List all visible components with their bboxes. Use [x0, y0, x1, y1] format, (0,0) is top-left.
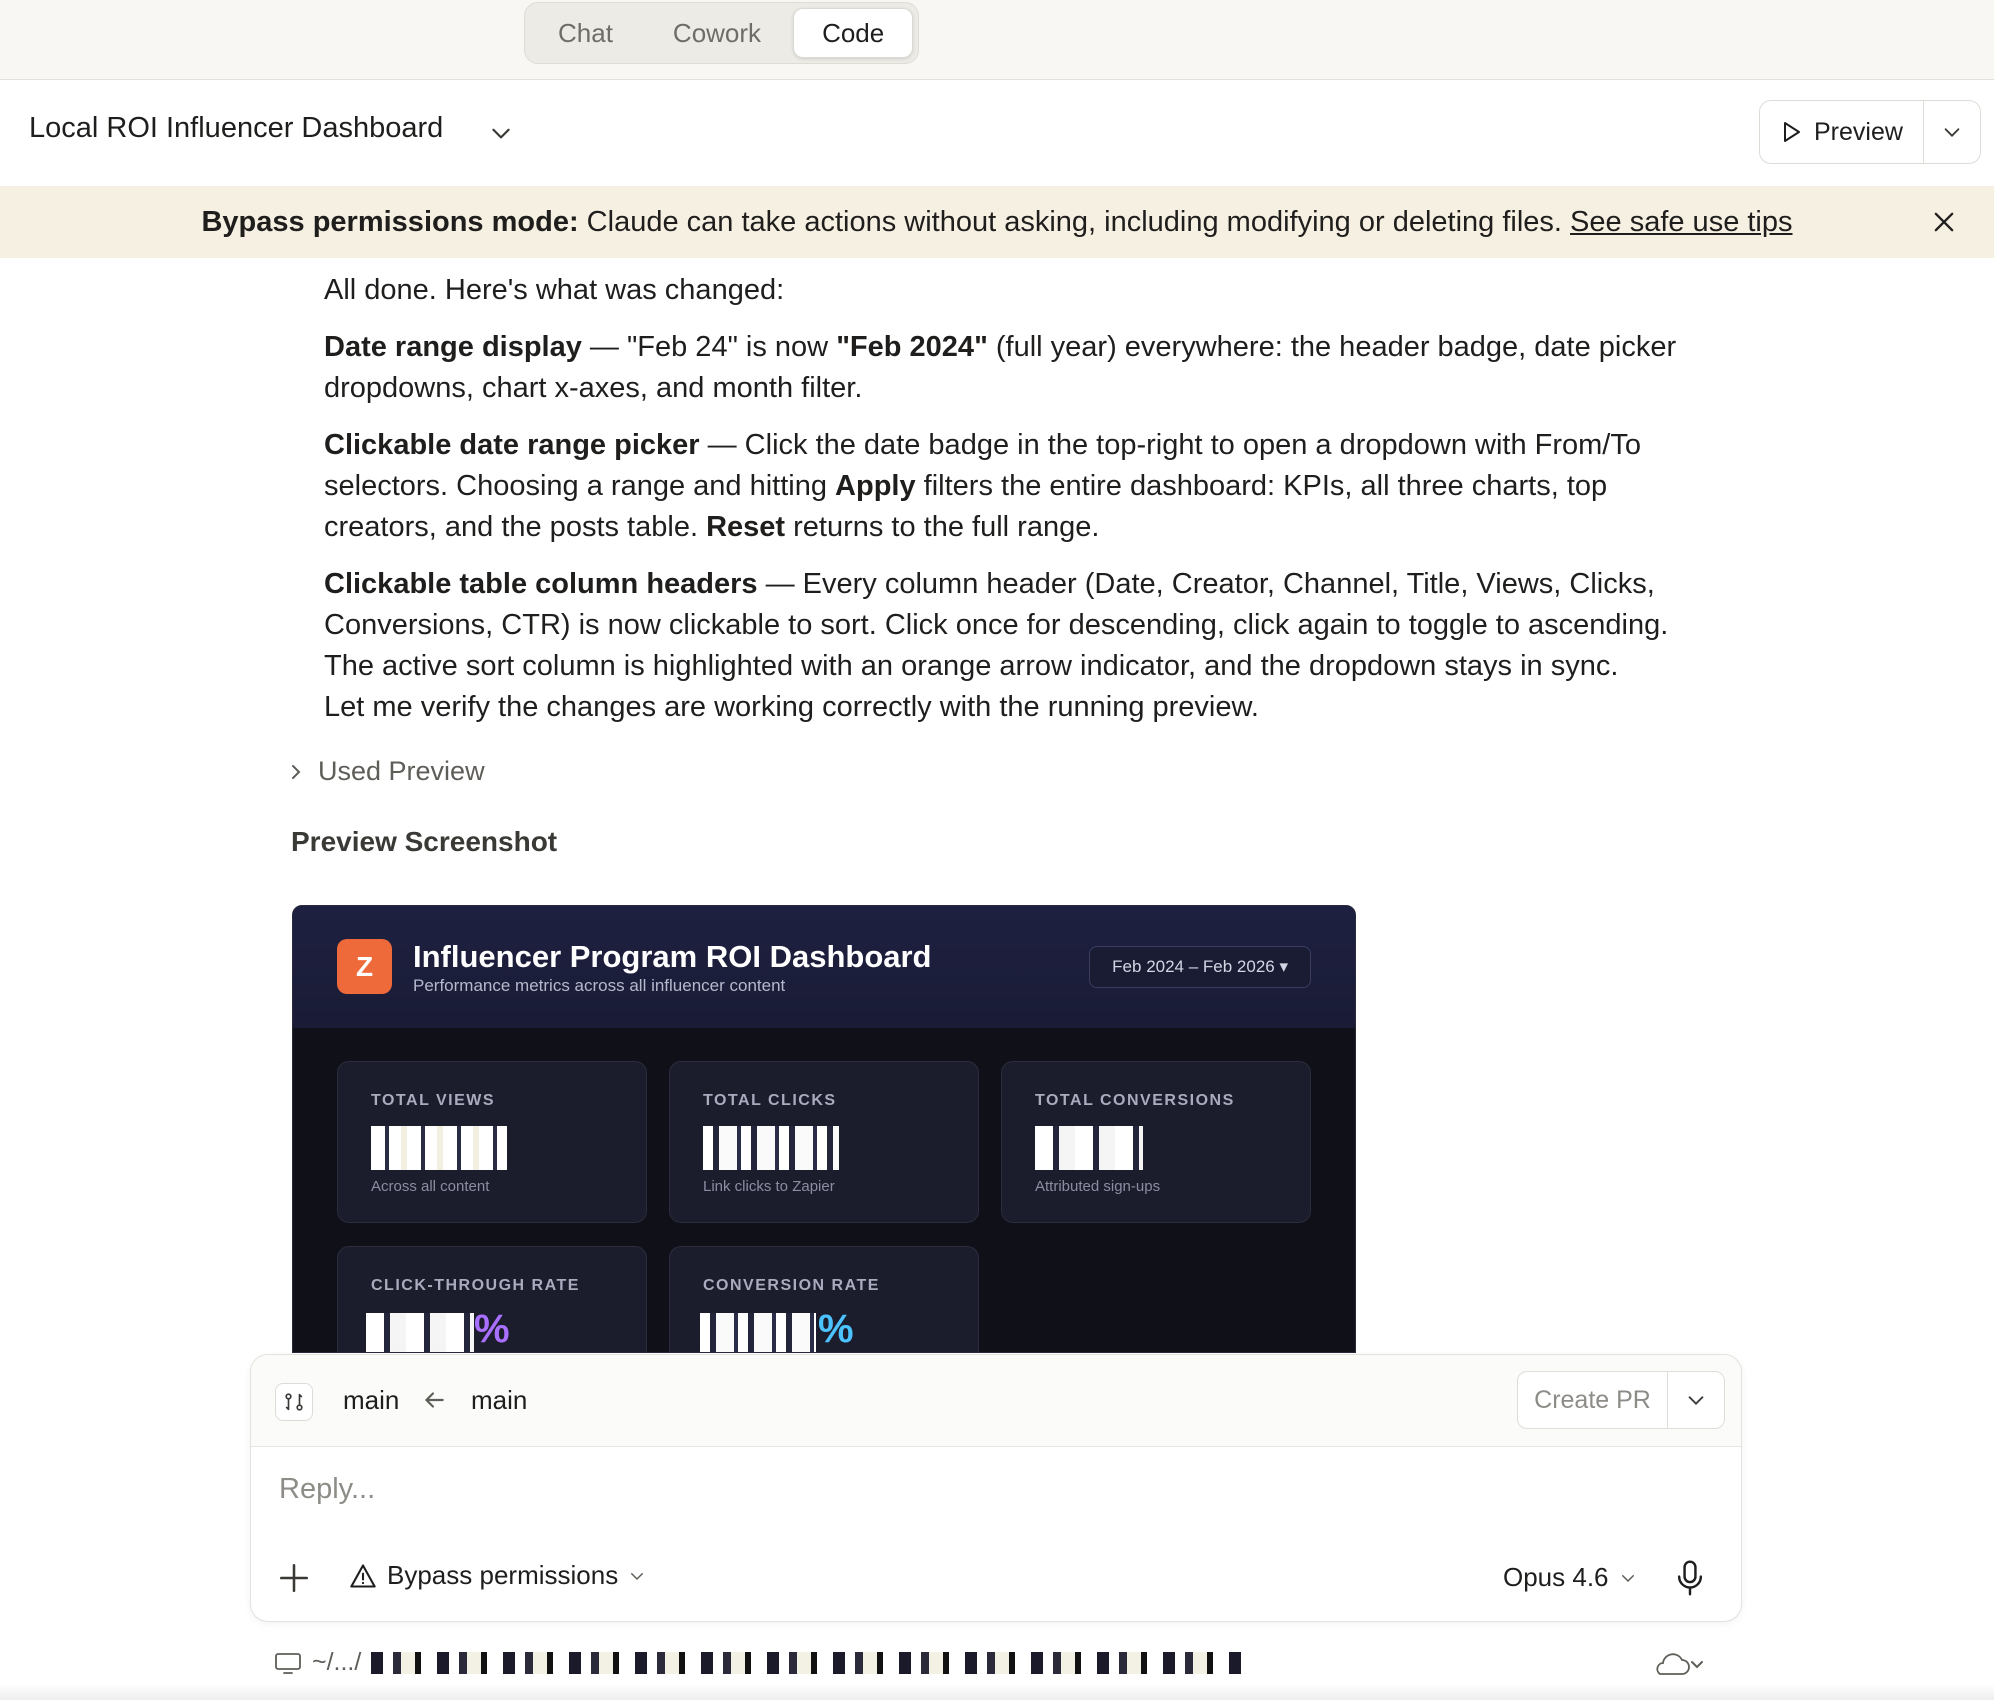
- cloud-icon[interactable]: [1650, 1650, 1710, 1680]
- session-header: [0, 80, 1994, 186]
- close-icon[interactable]: [1930, 208, 1958, 236]
- play-icon: [1782, 121, 1802, 143]
- safe-use-tips-link[interactable]: See safe use tips: [1570, 205, 1793, 238]
- chevron-down-icon: [628, 1567, 646, 1585]
- message-paragraph: Clickable date range picker — Click the date badge in the top-right to open a dropdown with From/To selectors. Choosing a range and hitting Apply filters the entire dashboard: KPIs, all three charts, top creators, and the posts table. Reset returns to the full range.: [324, 429, 1641, 543]
- percent-sign: %: [818, 1307, 854, 1351]
- chevron-down-icon[interactable]: [488, 120, 514, 146]
- redacted-value: [366, 1313, 474, 1353]
- redacted-value: [1035, 1126, 1143, 1170]
- permissions-selector[interactable]: [349, 1560, 646, 1591]
- plus-icon[interactable]: [277, 1561, 311, 1595]
- dashboard-subtitle: Performance metrics across all influencer content: [413, 976, 786, 995]
- kpi-caption: Attributed sign-ups: [1035, 1178, 1161, 1195]
- chevron-down-icon: [1941, 121, 1963, 143]
- kpi-card-total-conversions: [1001, 1061, 1311, 1223]
- redacted-path: [371, 1652, 1251, 1674]
- message-paragraph: Clickable table column headers — Every column header (Date, Creator, Channel, Title, Views, Clicks, Conversions, CTR) is now clickable to sort. Click once for descending, click again to toggle to ascending. The active sort column is highlighted with an orange arrow indicator, and the dropdown stays in sync. Let me verify the changes are working correctly with the running preview.: [324, 568, 1669, 723]
- redacted-value: [703, 1126, 839, 1170]
- chevron-down-icon: [1685, 1389, 1707, 1411]
- kpi-caption: Link clicks to Zapier: [703, 1178, 835, 1195]
- kpi-label: CLICK-THROUGH RATE: [371, 1277, 580, 1294]
- kpi-caption: Across all content: [371, 1178, 490, 1195]
- permissions-label: Bypass permissions: [387, 1560, 619, 1590]
- preview-options-button[interactable]: [1924, 101, 1980, 163]
- used-preview-toggle[interactable]: [288, 756, 485, 787]
- message-intro: All done. Here's what was changed:: [324, 274, 785, 306]
- used-preview-label: Used Preview: [318, 756, 485, 786]
- reply-composer: [250, 1354, 1742, 1622]
- message-paragraph: Date range display — "Feb 24" is now "Feb 2024" (full year) everywhere: the header badge, date picker dropdowns, chart x-axes, and month filter.: [324, 331, 1677, 404]
- session-title[interactable]: Local ROI Influencer Dashboard: [29, 112, 444, 144]
- chevron-down-icon: [1619, 1569, 1637, 1587]
- warning-icon: [349, 1563, 377, 1589]
- kpi-card-conversion-rate: [669, 1246, 979, 1353]
- bottom-fade: [0, 1684, 1994, 1700]
- model-label: Opus 4.6: [1503, 1562, 1609, 1592]
- kpi-label: TOTAL CLICKS: [703, 1092, 837, 1109]
- tab-code[interactable]: Code: [793, 8, 913, 58]
- kpi-card-ctr: [337, 1246, 647, 1353]
- git-compare-icon[interactable]: [275, 1383, 313, 1421]
- arrow-left-icon: [421, 1387, 447, 1413]
- banner-heading: Bypass permissions mode:: [201, 205, 579, 238]
- monitor-icon: [274, 1651, 302, 1675]
- preview-screenshot-title: Preview Screenshot: [291, 826, 558, 857]
- banner-text: Claude can take actions without asking, including modifying or deleting files.: [578, 205, 1571, 238]
- kpi-card-total-views: [337, 1061, 647, 1223]
- source-branch[interactable]: main: [471, 1385, 528, 1415]
- create-pr-button[interactable]: Create PR: [1518, 1372, 1668, 1428]
- kpi-label: TOTAL VIEWS: [371, 1092, 496, 1109]
- percent-sign: %: [474, 1307, 510, 1351]
- create-pr-group: [1517, 1371, 1725, 1429]
- dashboard-header: [293, 906, 1355, 1028]
- mode-bar: [0, 0, 1994, 80]
- redacted-value: [371, 1126, 507, 1170]
- kpi-label: CONVERSION RATE: [703, 1277, 880, 1294]
- create-pr-options-button[interactable]: [1668, 1372, 1724, 1428]
- assistant-message: [324, 270, 1704, 728]
- preview-button[interactable]: [1760, 101, 1924, 163]
- working-directory[interactable]: [274, 1648, 1251, 1677]
- model-selector[interactable]: [1503, 1562, 1637, 1593]
- microphone-icon[interactable]: [1673, 1559, 1707, 1597]
- zapier-logo: Z: [337, 939, 392, 994]
- tab-chat[interactable]: Chat: [558, 17, 613, 48]
- path-prefix: ~/.../: [312, 1648, 362, 1676]
- chevron-right-icon: [288, 762, 304, 782]
- branch-row: [251, 1355, 1741, 1447]
- bypass-permissions-banner: [0, 186, 1994, 258]
- preview-screenshot-image[interactable]: [292, 905, 1356, 1353]
- kpi-label: TOTAL CONVERSIONS: [1035, 1092, 1235, 1109]
- dashboard-title: Influencer Program ROI Dashboard: [413, 939, 932, 974]
- date-range-badge: Feb 2024 – Feb 2026 ▾: [1089, 946, 1311, 988]
- tab-cowork[interactable]: Cowork: [672, 17, 762, 48]
- preview-button-group: [1759, 100, 1981, 164]
- mode-switcher: [524, 2, 919, 64]
- kpi-card-total-clicks: [669, 1061, 979, 1223]
- preview-label: Preview: [1814, 117, 1903, 146]
- redacted-value: [700, 1313, 816, 1353]
- target-branch[interactable]: main: [343, 1385, 400, 1415]
- reply-input[interactable]: Reply...: [279, 1473, 376, 1505]
